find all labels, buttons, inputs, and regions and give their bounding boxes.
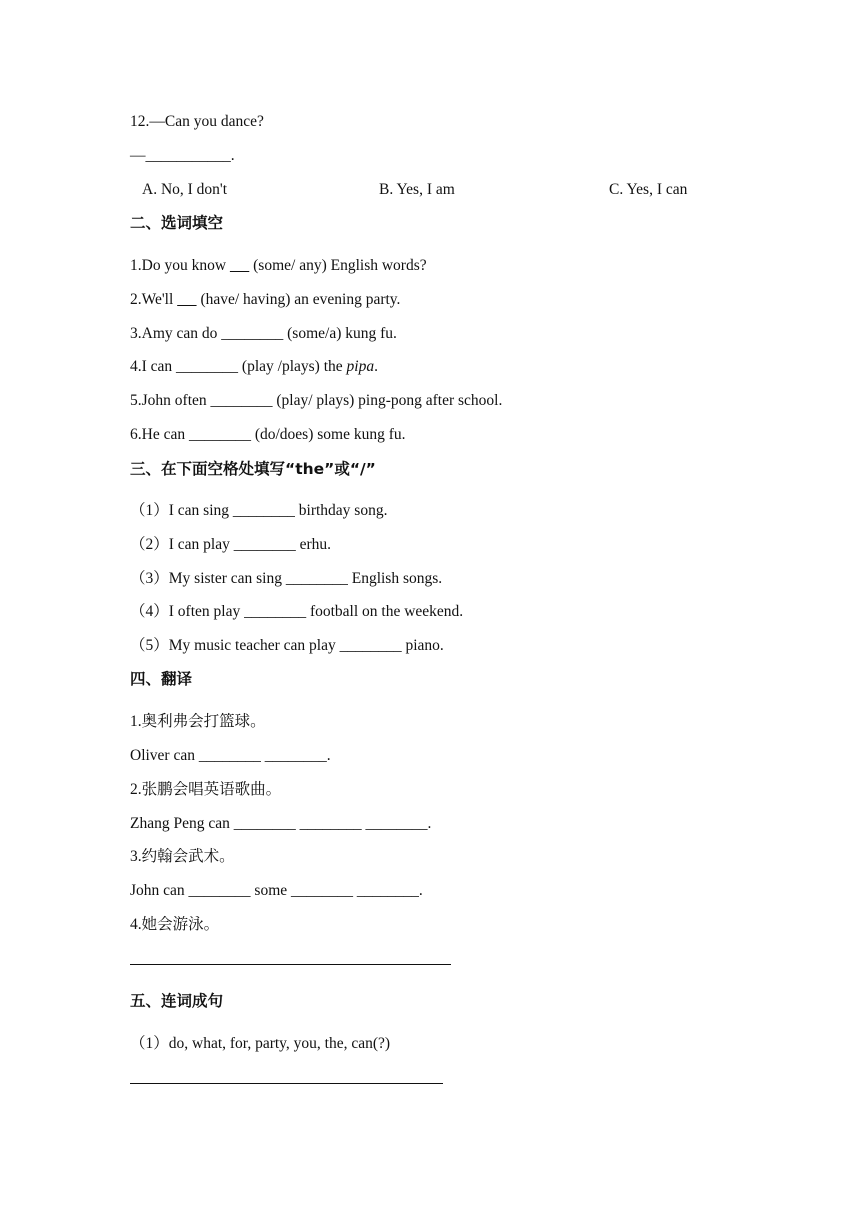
section3-title: 三、在下面空格处填写“the”或“/”: [130, 460, 376, 478]
answer-line: [130, 1083, 443, 1084]
s4-item-3: 2.张鹏会唱英语歌曲。: [130, 781, 282, 798]
s3-item-1: （1）I can sing ________ birthday song.: [130, 502, 388, 519]
question-12: 12.—Can you dance?: [130, 113, 264, 130]
s2-item-1: 1.Do you know (some/ any) English words?: [130, 257, 427, 274]
s2-item-5: 5.John often ________ (play/ plays) ping-pong after school.: [130, 392, 503, 409]
option-b: B. Yes, I am: [379, 181, 455, 198]
s4-item-4: Zhang Peng can ________ ________ ________.: [130, 815, 432, 832]
s4-item-6: John can ________ some ________ ________.: [130, 882, 423, 899]
s4-item-7: 4.她会游泳。: [130, 916, 220, 933]
section5-title: 五、连词成句: [130, 992, 224, 1010]
s3-item-3: （3）My sister can sing ________ English songs.: [130, 570, 443, 587]
s2-item-3: 3.Amy can do ________ (some/a) kung fu.: [130, 325, 397, 342]
s5-item-1: （1）do, what, for, party, you, the, can(?): [130, 1035, 391, 1052]
section2-title: 二、选词填空: [130, 214, 224, 232]
s4-item-2: Oliver can ________ ________.: [130, 747, 331, 764]
s4-item-5: 3.约翰会武术。: [130, 848, 235, 865]
s2-item-2: 2.We'll (have/ having) an evening party.: [130, 291, 401, 308]
s3-item-5: （5）My music teacher can play ________ piano.: [130, 637, 444, 654]
section4-title: 四、翻译: [130, 670, 193, 688]
option-c: C. Yes, I can: [609, 181, 688, 198]
answer-blank: —___________.: [130, 147, 235, 164]
answer-line: [130, 964, 451, 965]
s4-item-1: 1.奥利弗会打篮球。: [130, 713, 266, 730]
s3-item-2: （2）I can play ________ erhu.: [130, 536, 332, 553]
s2-item-4: 4.I can ________ (play /plays) the pipa.: [130, 358, 378, 375]
s3-item-4: （4）I often play ________ football on the weekend.: [130, 603, 464, 620]
s2-item-6: 6.He can ________ (do/does) some kung fu.: [130, 426, 406, 443]
option-a: A. No, I don't: [142, 181, 228, 198]
